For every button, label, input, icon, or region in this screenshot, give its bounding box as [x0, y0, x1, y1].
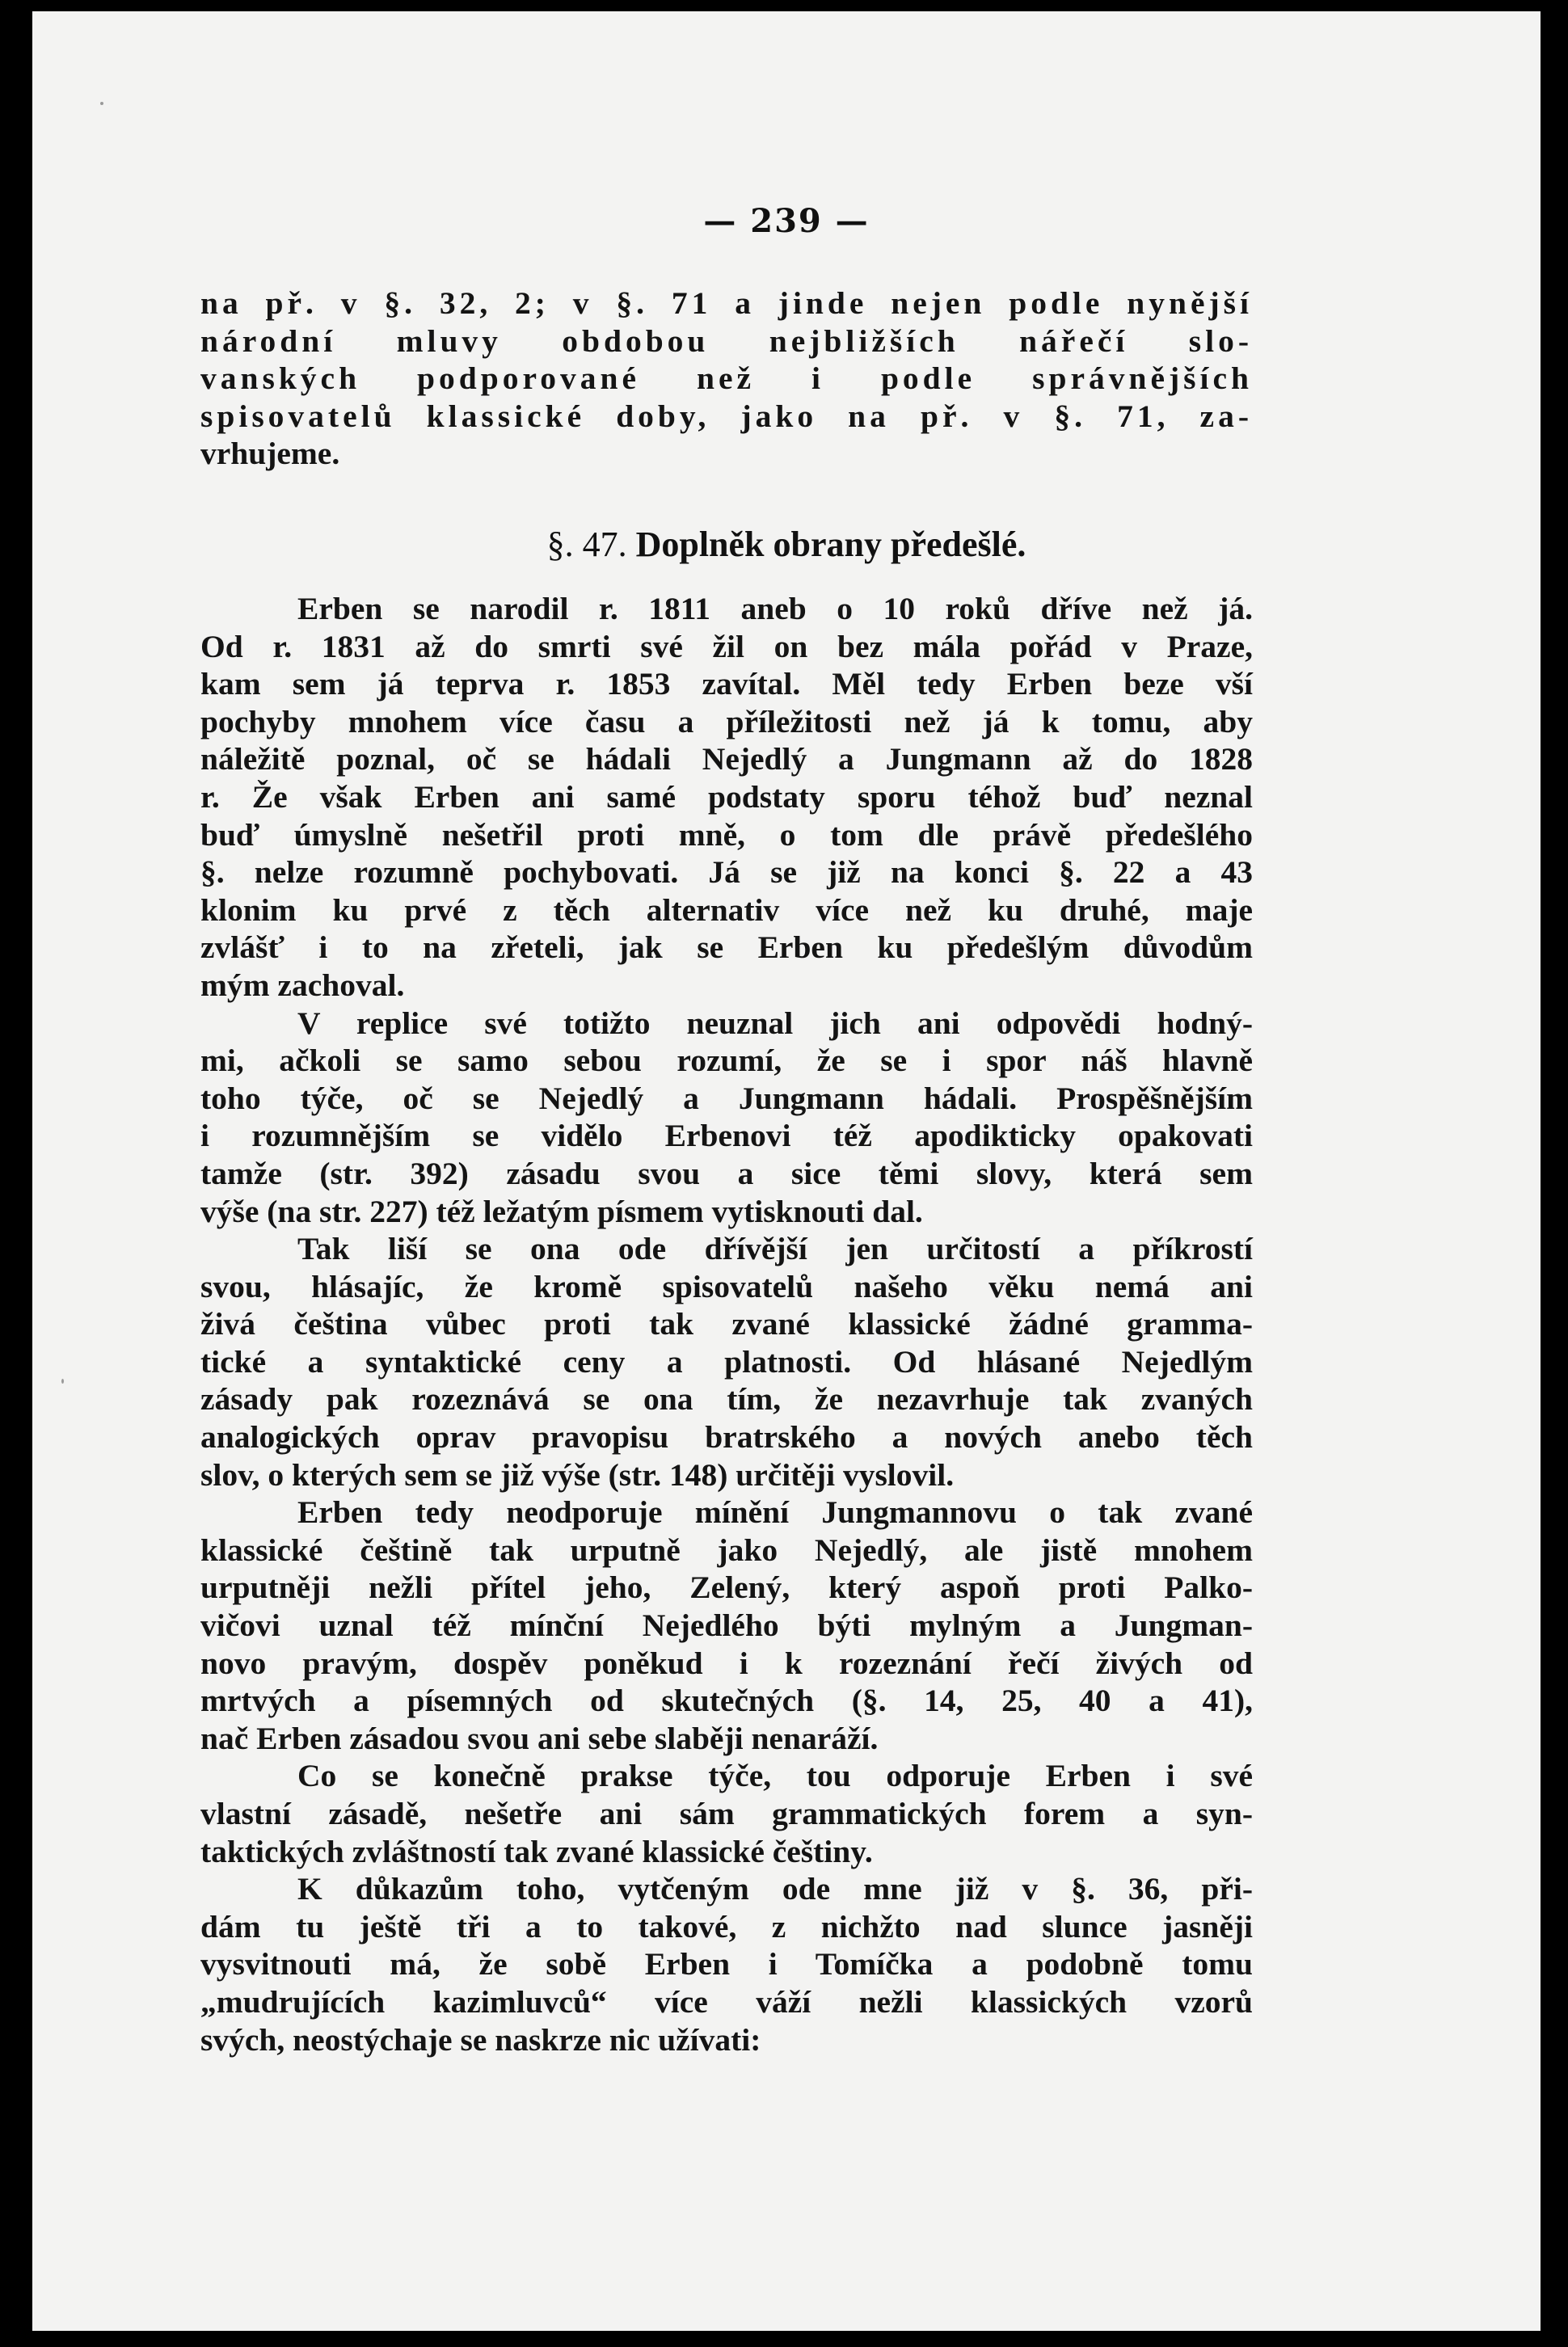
- text-line: nač Erben zásadou svou ani sebe slaběji nenaráží.: [200, 1720, 879, 1756]
- body-text: [200, 590, 1253, 2058]
- text-line: zásady pak rozeznává se ona tím, že nezavrhuje tak zvaných: [200, 1381, 1253, 1418]
- text-line: „mudrujících kazimluvců“ více váží nežli klassických vzorů: [200, 1983, 1253, 2020]
- text-line: pochyby mnohem více času a příležitosti než já k tomu, aby: [200, 703, 1253, 739]
- text-line: r. Že však Erben ani samé podstaty sporu téhož buď neznal: [200, 778, 1253, 815]
- text-line: na př. v §. 32, 2; v §. 71 a jinde nejen podle nynější: [200, 285, 1253, 321]
- text-line: Erben se narodil r. 1811 aneb o 10 roků dříve než já.: [297, 591, 1253, 626]
- text-line: taktických zvláštností tak zvané klassické češtiny.: [200, 1833, 873, 1869]
- text-line: mým zachoval.: [200, 967, 405, 1003]
- text-line: buď úmyslně nešetřil proti mně, o tom dle právě předešlého: [200, 816, 1253, 853]
- text-line: zvlášť i to na zřeteli, jak se Erben ku předešlým důvodům: [200, 929, 1253, 966]
- text-line: mi, ačkoli se samo sebou rozumí, že se i spor náš hlavně: [200, 1043, 1253, 1079]
- text-line: V replice své totižto neuznal jich ani odpovědi hodný-: [297, 1005, 1253, 1041]
- text-line: slov, o kterých sem se již výše (str. 148) určitěji vyslovil.: [200, 1456, 955, 1493]
- text-line: vičovi uznal též mínční Nejedlého býti mylným a Jungman-: [200, 1608, 1253, 1644]
- text-line: spisovatelů klassické doby, jako na př. v §. 71, za-: [200, 398, 1253, 434]
- page-number: — 239 —: [703, 202, 870, 240]
- text-line: kam sem já teprva r. 1853 zavítal. Měl tedy Erben beze vší: [200, 666, 1253, 702]
- text-line: klassické češtině tak urputně jako Nejedlý, ale jistě mnohem: [200, 1532, 1253, 1568]
- paper-speck: [100, 102, 103, 105]
- text-line: tamže (str. 392) zásadu svou a sice těmi slovy, která sem: [200, 1155, 1253, 1191]
- text-line: národní mluvy obdobou nejbližších nářečí slo-: [200, 322, 1253, 359]
- text-line: mrtvých a písemných od skutečných (§. 14, 25, 40 a 41),: [200, 1683, 1253, 1719]
- text-line: urputněji nežli přítel jeho, Zelený, který aspoň proti Palko-: [200, 1570, 1253, 1606]
- text-line: Co se konečně prakse týče, tou odporuje Erben i své: [297, 1758, 1253, 1794]
- section-heading: [32, 524, 1541, 565]
- text-line: Od r. 1831 až do smrti své žil on bez mála pořád v Praze,: [200, 628, 1253, 664]
- text-line: tické a syntaktické ceny a platnosti. Od hlásané Nejedlým: [200, 1343, 1253, 1380]
- text-line: novo pravým, dospěv poněkud i k rozeznání řečí živých od: [200, 1645, 1253, 1681]
- paper-speck: [61, 1379, 64, 1384]
- book-page: [32, 11, 1541, 2331]
- intro-paragraph: [200, 284, 1253, 473]
- text-line: dám tu ještě tři a to takové, z nichžto nad slunce jasněji: [200, 1908, 1253, 1945]
- text-line: živá čeština vůbec proti tak zvané klassické žádné gramma-: [200, 1306, 1253, 1342]
- text-line: náležitě poznal, oč se hádali Nejedlý a Jungmann až do 1828: [200, 741, 1253, 777]
- text-line: §. nelze rozumně pochybovati. Já se již na konci §. 22 a 43: [200, 854, 1253, 891]
- text-line: klonim ku prvé z těch alternativ více než ku druhé, maje: [200, 891, 1253, 928]
- section-number: §. 47.: [546, 525, 627, 564]
- text-line: vysvitnouti má, že sobě Erben i Tomíčka a podobně tomu: [200, 1946, 1253, 1983]
- text-line: vrhujeme.: [200, 436, 340, 472]
- text-line: výše (na str. 227) též ležatým písmem vytisknouti dal.: [200, 1193, 923, 1229]
- scan-border: [1541, 0, 1568, 2347]
- text-line: vlastní zásadě, nešetře ani sám grammatických forem a syn-: [200, 1796, 1253, 1831]
- text-line: Tak liší se ona ode dřívější jen určitostí a příkrostí: [297, 1231, 1253, 1267]
- text-line: K důkazům toho, vytčeným ode mne již v §. 36, při-: [297, 1871, 1253, 1907]
- text-line: svých, neostýchaje se naskrze nic užívati:: [200, 2021, 761, 2058]
- text-line: Erben tedy neodporuje mínění Jungmannovu o tak zvané: [297, 1494, 1253, 1531]
- text-line: i rozumnějším se vidělo Erbenovi též apodikticky opakovati: [200, 1118, 1253, 1154]
- section-title: Doplněk obrany předešlé.: [635, 525, 1026, 564]
- text-line: analogických oprav pravopisu bratrského a nových anebo těch: [200, 1419, 1253, 1456]
- text-line: svou, hlásajíc, že kromě spisovatelů našeho věku nemá ani: [200, 1268, 1253, 1304]
- text-line: toho týče, oč se Nejedlý a Jungmann hádali. Prospěšnějším: [200, 1080, 1253, 1116]
- text-line: vanských podporované než i podle správnějších: [200, 360, 1253, 397]
